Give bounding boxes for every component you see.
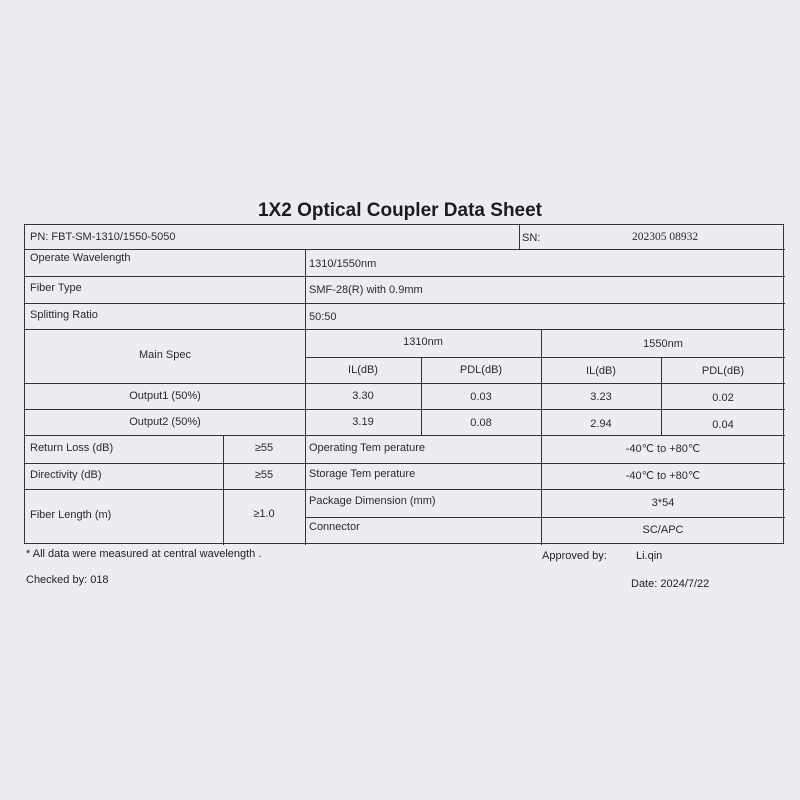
fiber-length-value: ≥1.0 [253,508,275,520]
fiber-type-value: SMF-28(R) with 0.9mm [309,284,423,296]
output2-il-1310: 3.19 [352,416,374,428]
checked-by: Checked by: 018 [26,574,109,586]
il-1310-header: IL(dB) [348,364,378,376]
operating-temp-label: Operating Tem perature [309,442,425,454]
directivity-label: Directivity (dB) [30,469,102,481]
il-1550-header: IL(dB) [586,365,616,377]
output1-label: Output1 (50%) [129,390,201,402]
operate-wavelength-value: 1310/1550nm [309,258,377,270]
output1-pdl-1550: 0.02 [712,392,734,404]
return-loss-label: Return Loss (dB) [30,442,114,454]
operate-wavelength-label: Operate Wavelength [30,252,131,264]
approved-by-label: Approved by: [542,550,607,562]
return-loss-value: ≥55 [254,442,274,454]
date: Date: 2024/7/22 [631,578,710,590]
output1-il-1310: 3.30 [352,390,374,402]
storage-temp-value: -40℃ to +80℃ [625,470,701,482]
storage-temp-label: Storage Tem perature [309,468,416,480]
main-spec-label: Main Spec [139,349,191,361]
output1-il-1550: 3.23 [590,391,612,403]
pdl-1310-header: PDL(dB) [459,364,503,376]
approved-by-value: Li.qin [636,550,663,562]
splitting-ratio-label: Splitting Ratio [30,309,98,321]
spec-table [24,224,784,544]
output2-label: Output2 (50%) [129,416,201,428]
pdl-1550-header: PDL(dB) [701,365,745,377]
package-dimension-label: Package Dimension (mm) [309,495,436,507]
output1-pdl-1310: 0.03 [470,391,492,403]
serial-number-label: SN: [522,232,541,244]
connector-value: SC/APC [642,524,684,536]
output2-il-1550: 2.94 [590,418,612,430]
fiber-length-label: Fiber Length (m) [30,509,112,521]
fiber-type-label: Fiber Type [30,282,82,294]
splitting-ratio-value: 50:50 [309,311,337,323]
wavelength-1310-header: 1310nm [403,336,443,348]
measurement-note: * All data were measured at central wavelength . [26,548,262,560]
output2-pdl-1310: 0.08 [470,417,492,429]
document-title: 1X2 Optical Coupler Data Sheet [257,200,543,221]
output2-pdl-1550: 0.04 [712,419,734,431]
serial-number-value: 202305 08932 [631,231,699,243]
operating-temp-value: -40℃ to +80℃ [625,443,701,455]
package-dimension-value: 3*54 [651,497,675,509]
wavelength-1550-header: 1550nm [643,338,683,350]
directivity-value: ≥55 [254,469,274,481]
part-number: PN: FBT-SM-1310/1550-5050 [30,231,176,243]
connector-label: Connector [309,521,360,533]
